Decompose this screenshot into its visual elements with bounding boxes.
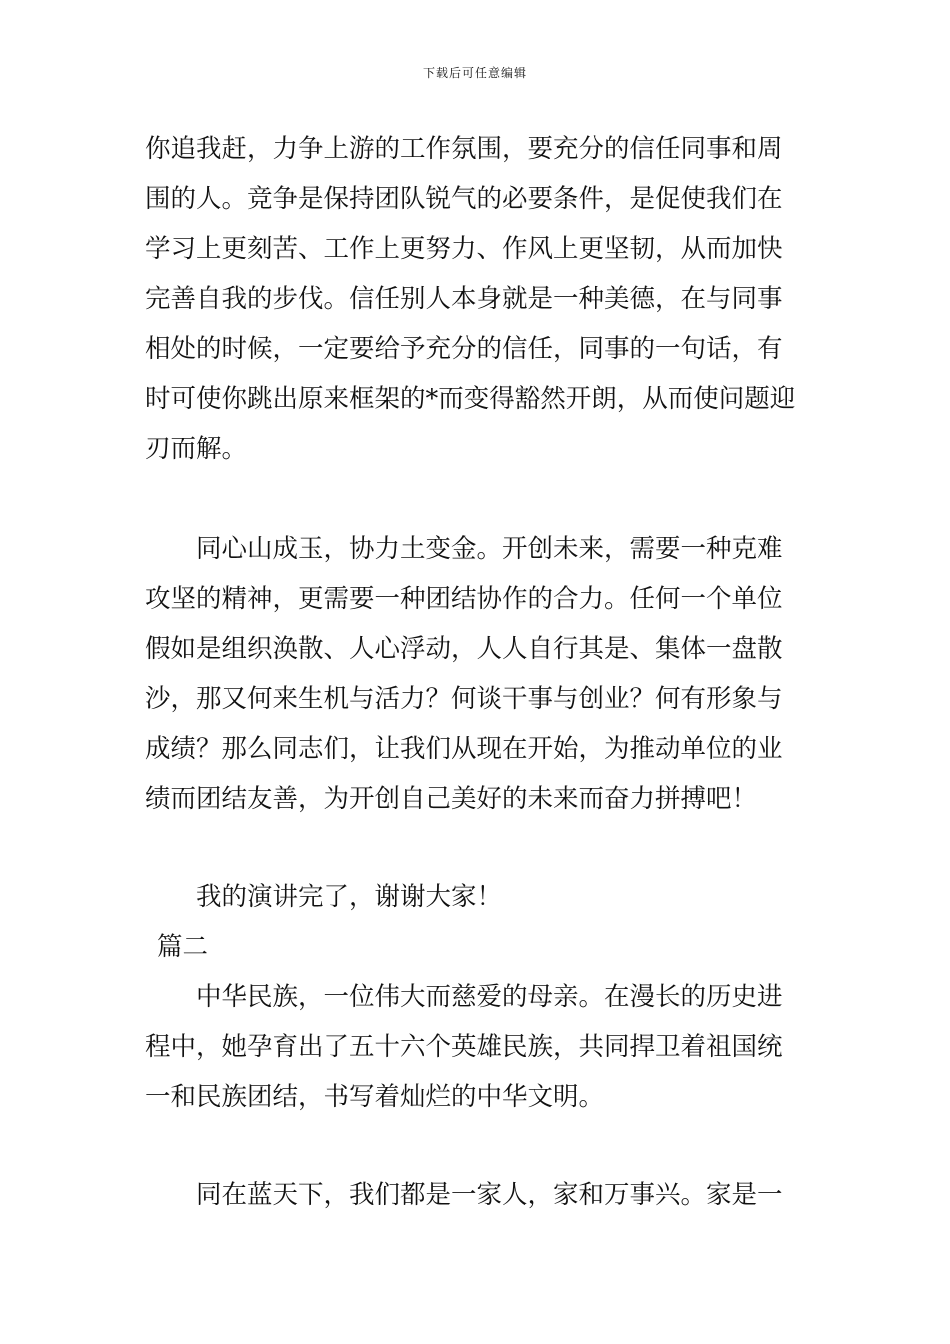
text-line: 时可使你跳出原来框架的*而变得豁然开朗，从而使问题迎 — [145, 384, 796, 414]
text-line: 学习上更刻苦、工作上更努力、作风上更坚韧，从而加快 — [145, 234, 783, 264]
text-line: 同心山成玉，协力土变金。开创未来，需要一种克难 — [196, 534, 783, 564]
section-heading: 篇二 — [157, 932, 209, 962]
page-header: 下载后可任意编辑 — [422, 66, 527, 80]
text-line: 同在蓝天下，我们都是一家人，家和万事兴。家是一 — [196, 1180, 783, 1210]
text-line: 绩而团结友善，为开创自己美好的未来而奋力拼搏吧！ — [145, 784, 758, 814]
text-line: 相处的时候，一定要给予充分的信任，同事的一句话，有 — [145, 334, 783, 364]
text-line: 一和民族团结，书写着灿烂的中华文明。 — [145, 1082, 605, 1112]
text-line: 完善自我的步伐。信任别人本身就是一种美德，在与同事 — [145, 284, 783, 314]
text-line: 刃而解。 — [145, 434, 248, 464]
text-line: 我的演讲完了，谢谢大家！ — [196, 882, 503, 912]
text-line: 沙，那又何来生机与活力？何谈干事与创业？何有形象与 — [145, 684, 783, 714]
text-line: 你追我赶，力争上游的工作氛围，要充分的信任同事和周 — [145, 134, 783, 164]
text-line: 中华民族，一位伟大而慈爱的母亲。在漫长的历史进 — [196, 982, 783, 1012]
text-line: 假如是组织涣散、人心浮动，人人自行其是、集体一盘散 — [145, 634, 783, 664]
text-line: 程中，她孕育出了五十六个英雄民族，共同捍卫着祖国统 — [145, 1032, 783, 1062]
text-line: 围的人。竞争是保持团队锐气的必要条件，是促使我们在 — [145, 184, 783, 214]
text-line: 成绩？那么同志们，让我们从现在开始，为推动单位的业 — [145, 734, 783, 764]
text-line: 攻坚的精神，更需要一种团结协作的合力。任何一个单位 — [145, 584, 783, 614]
